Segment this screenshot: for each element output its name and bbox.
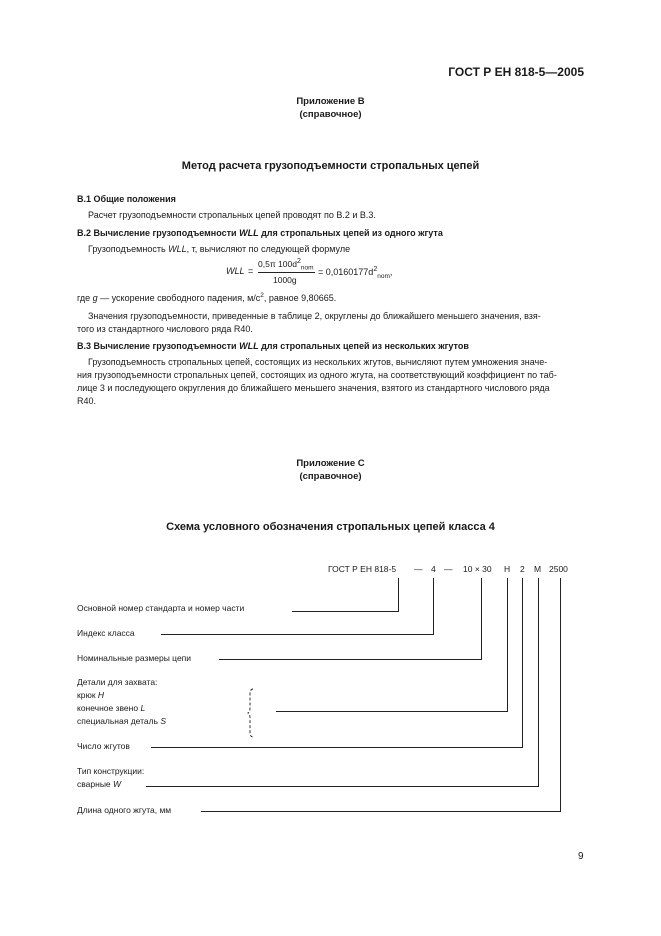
section-b2-intro: Грузоподъемность WLL, т, вычисляют по следующей формуле — [88, 244, 351, 254]
document-header: ГОСТ Р ЕН 818-5—2005 — [448, 65, 584, 79]
section-b3-text-3: лице 3 и последующего округления до ближайшего меньшего значения, взятого из стандартного числового ряда — [77, 383, 550, 393]
label-number-of-legs: Число жгутов — [77, 741, 130, 751]
section-b2-title: В.2 Вычисление грузоподъемности WLL для стропальных цепей из одного жгута — [77, 228, 443, 238]
annex-c-subtitle: (справочное) — [299, 471, 362, 482]
section-b3-text-4: R40. — [77, 396, 97, 406]
label-welded: сварные W — [77, 779, 122, 789]
annex-b-title: Приложение В — [296, 96, 365, 107]
section-b1-text: Расчет грузоподъемности стропальных цепей проводят по В.2 и В.3. — [88, 210, 376, 220]
label-class-index: Индекс класса — [77, 628, 135, 638]
section-b1-title: В.1 Общие положения — [77, 194, 176, 204]
page-number: 9 — [578, 851, 584, 862]
annex-c-title: Приложение С — [296, 458, 365, 469]
section-b3-text-2: ния грузоподъемности стропальных цепей, состоящих из одного жгута, на соответствующий коэффициент по таб- — [77, 370, 557, 380]
values-text-line-1: Значения грузоподъемности, приведенные в таблице 2, округлены до ближайшего меньшего значения, взя- — [88, 311, 541, 321]
section-b3-title: В.3 Вычисление грузоподъемности WLL для стропальных цепей из нескольких жгутов — [77, 341, 469, 351]
formula-where: где g — ускорение свободного падения, $м/с^2$, равное 9,80665. — [77, 292, 337, 303]
label-standard-number: Основной номер стандарта и номер части — [77, 603, 245, 613]
fraction-bar — [258, 272, 315, 273]
values-text-line-2: того из стандартного числового ряда R40. — [77, 324, 253, 334]
label-special-fitting: специальная деталь S — [77, 716, 167, 726]
annex-c-heading: Схема условного обозначения стропальных цепей класса 4 — [166, 521, 495, 533]
label-hook: крюк H — [77, 690, 105, 700]
label-end-fittings-title: Детали для захвата: — [77, 677, 158, 687]
label-leg-length: Длина одного жгута, мм — [77, 805, 172, 815]
curly-brace-icon — [247, 688, 257, 738]
label-construction-type-title: Тип конструкции: — [77, 766, 145, 776]
annex-b-heading: Метод расчета грузоподъемности стропальных цепей — [181, 160, 480, 172]
annex-b-subtitle: (справочное) — [299, 109, 362, 120]
label-nominal-size: Номинальные размеры цепи — [77, 653, 192, 663]
section-b3-text-1: Грузоподъемность стропальных цепей, состоящих из нескольких жгутов, вычисляют путем умножения значе- — [88, 357, 548, 367]
label-end-link: конечное звено L — [77, 703, 146, 713]
